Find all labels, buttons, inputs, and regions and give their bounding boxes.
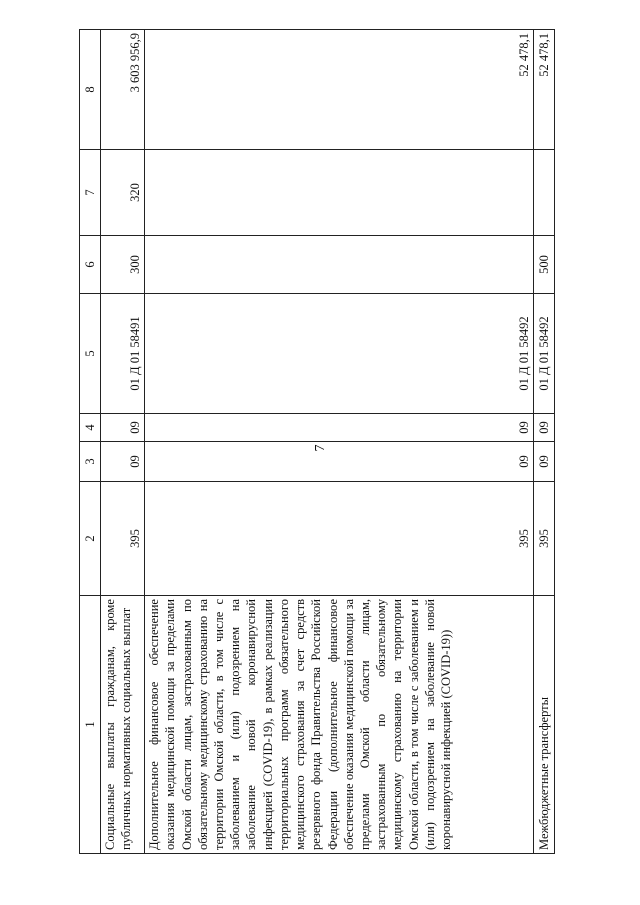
cell-target-article: 01 Д 01 58492	[145, 294, 534, 414]
cell-target-article: 01 Д 01 58491	[101, 294, 145, 414]
header-col-4: 4	[80, 414, 101, 442]
header-col-7: 7	[80, 150, 101, 236]
cell-subsection: 09	[534, 414, 555, 442]
table-row	[534, 30, 555, 854]
cell-section: 09	[101, 442, 145, 482]
cell-ministry-code: 395	[145, 482, 534, 596]
cell-expense-group: 500	[534, 236, 555, 294]
row-name: Межбюджетные трансферты	[534, 596, 555, 854]
cell-subsection: 09	[101, 414, 145, 442]
cell-ministry-code: 395	[534, 482, 555, 596]
budget-table	[79, 29, 555, 854]
cell-section: 09	[145, 442, 534, 482]
cell-target-article: 01 Д 01 58492	[534, 294, 555, 414]
header-col-2: 2	[80, 482, 101, 596]
cell-ministry-code: 395	[101, 482, 145, 596]
cell-amount: 3 603 956,9	[101, 30, 145, 150]
row-name: Дополнительное финансовое обеспечение оказания медицинской помощи за пределами Омской области лицам, застрахованным по обязательному медицинскому страхованию на территории Омской области, в том числе с заболеванием и (или) подозрением на заболевание новой коронавирусной инфекцией (COVID-19), в рамках реализации территориальных программ обязательного медицинского страхования за счет средств резервного фонда Правительства Российской Федерации (дополнительное финансовое обеспечение оказания медицинской помощи за пределами Омской области лицам, застрахованным по обязательному медицинскому страхованию на территории Омской области, в том числе с заболеванием и (или) подозрением на заболевание новой коронавирусной инфекцией (COVID-19))	[145, 596, 534, 854]
table-container	[79, 30, 555, 854]
header-col-3: 3	[80, 442, 101, 482]
cell-expense-subgroup	[534, 150, 555, 236]
header-col-8: 8	[80, 30, 101, 150]
cell-amount: 52 478,1	[145, 30, 534, 150]
header-col-5: 5	[80, 294, 101, 414]
table-row	[145, 30, 534, 854]
header-col-1: 1	[80, 596, 101, 854]
table-row	[101, 30, 145, 854]
cell-expense-subgroup	[145, 150, 534, 236]
cell-expense-subgroup: 320	[101, 150, 145, 236]
row-name: Социальные выплаты гражданам, кроме публичных нормативных социальных выплат	[101, 596, 145, 854]
page-number: 7	[313, 444, 328, 452]
header-col-6: 6	[80, 236, 101, 294]
cell-subsection: 09	[145, 414, 534, 442]
header-row	[80, 30, 101, 854]
cell-expense-group: 300	[101, 236, 145, 294]
cell-expense-group	[145, 236, 534, 294]
cell-section: 09	[534, 442, 555, 482]
cell-amount: 52 478,1	[534, 30, 555, 150]
